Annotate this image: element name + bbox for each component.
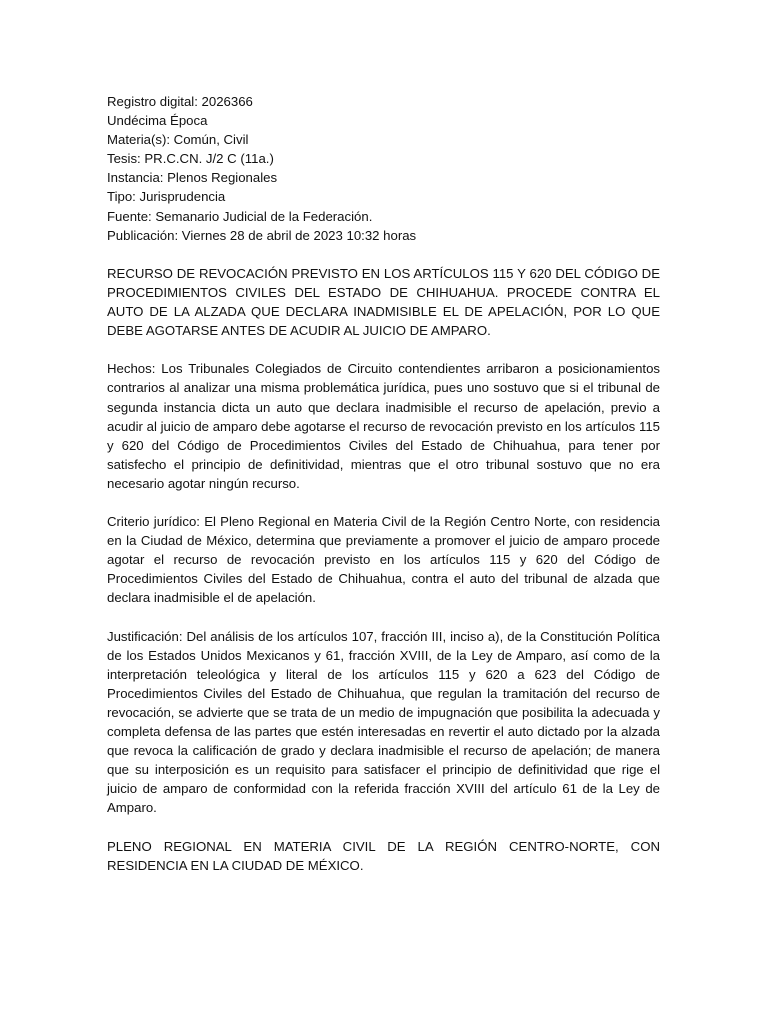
- fuente: Fuente: Semanario Judicial de la Federación.: [107, 208, 373, 224]
- registro-digital: Registro digital: 2026366: [107, 94, 253, 109]
- criterio-paragraph: Criterio jurídico: El Pleno Regional en Materia Civil de la Región Centro Norte, con residencia en la Ciudad de México, determina que previamente a promover el juicio de amparo procede agotar el recurso de revocación previsto en los artículos 115 y 620 del Código de Procedimientos Civiles del Estado de Chihuahua, contra el auto del tribunal de alzada que declara inadmisible el de apelación.: [107, 514, 660, 606]
- thesis-title: RECURSO DE REVOCACIÓN PREVISTO EN LOS ARTÍCULOS 115 Y 620 DEL CÓDIGO DE PROCEDIMIENTOS CIVILES DEL ESTADO DE CHIHUAHUA. PROCEDE CONTRA EL AUTO DE LA ALZADA QUE DECLARA INADMISIBLE EL DE APELACIÓN, POR LO QUE DEBE AGOTARSE ANTES DE ACUDIR AL JUICIO DE AMPARO.: [107, 265, 660, 339]
- publicacion: Publicación: Viernes 28 de abril de 2023 10:32 horas: [107, 227, 417, 243]
- metadata-block: [107, 92, 660, 245]
- hechos-paragraph: Hechos: Los Tribunales Colegiados de Circuito contendientes arribaron a posicionamientos contrarios al analizar una misma problemática jurídica, pues uno sostuvo que si el tribunal de segunda instancia dicta un auto que declara inadmisible el recurso de apelación, previo a acudir al juicio de amparo debe agotarse el recurso de revocación previsto en los artículos 115 y 620 del Código de Procedimientos Civiles del Estado de Chihuahua, para tener por satisfecho el principio de definitividad, mientras que el otro tribunal sostuvo que no era necesario agotar ningún recurso.: [107, 361, 660, 491]
- epoca: Undécima Época: [107, 113, 208, 129]
- document-page: [107, 92, 660, 875]
- tipo: Tipo: Jurisprudencia: [107, 189, 226, 205]
- issuing-body: PLENO REGIONAL EN MATERIA CIVIL DE LA REGIÓN CENTRO-NORTE, CON RESIDENCIA EN LA CIUDAD DE MÉXICO.: [107, 838, 660, 873]
- materias: Materia(s): Común, Civil: [107, 132, 249, 148]
- instancia: Instancia: Plenos Regionales: [107, 170, 278, 186]
- tesis: Tesis: PR.C.CN. J/2 C (11a.): [107, 151, 274, 167]
- justificacion-paragraph: Justificación: Del análisis de los artículos 107, fracción III, inciso a), de la Constitución Política de los Estados Unidos Mexicanos y 61, fracción XVIII, de la Ley de Amparo, así como de la interpretación teleológica y literal de los artículos 115 y 620 a 623 del Código de Procedimientos Civiles del Estado de Chihuahua, que regulan la tramitación del recurso de revocación, se advierte que se trata de un medio de impugnación que posibilita la adecuada y completa defensa de las partes que estén interesadas en revertir el auto dictado por la alzada que revoca la calificación de grado y declara inadmisible el recurso de apelación; de manera que su interposición es un requisito para satisfacer el principio de definitividad que rige el juicio de amparo de conformidad con la referida fracción XVIII del artículo 61 de la Ley de Amparo.: [107, 628, 660, 816]
